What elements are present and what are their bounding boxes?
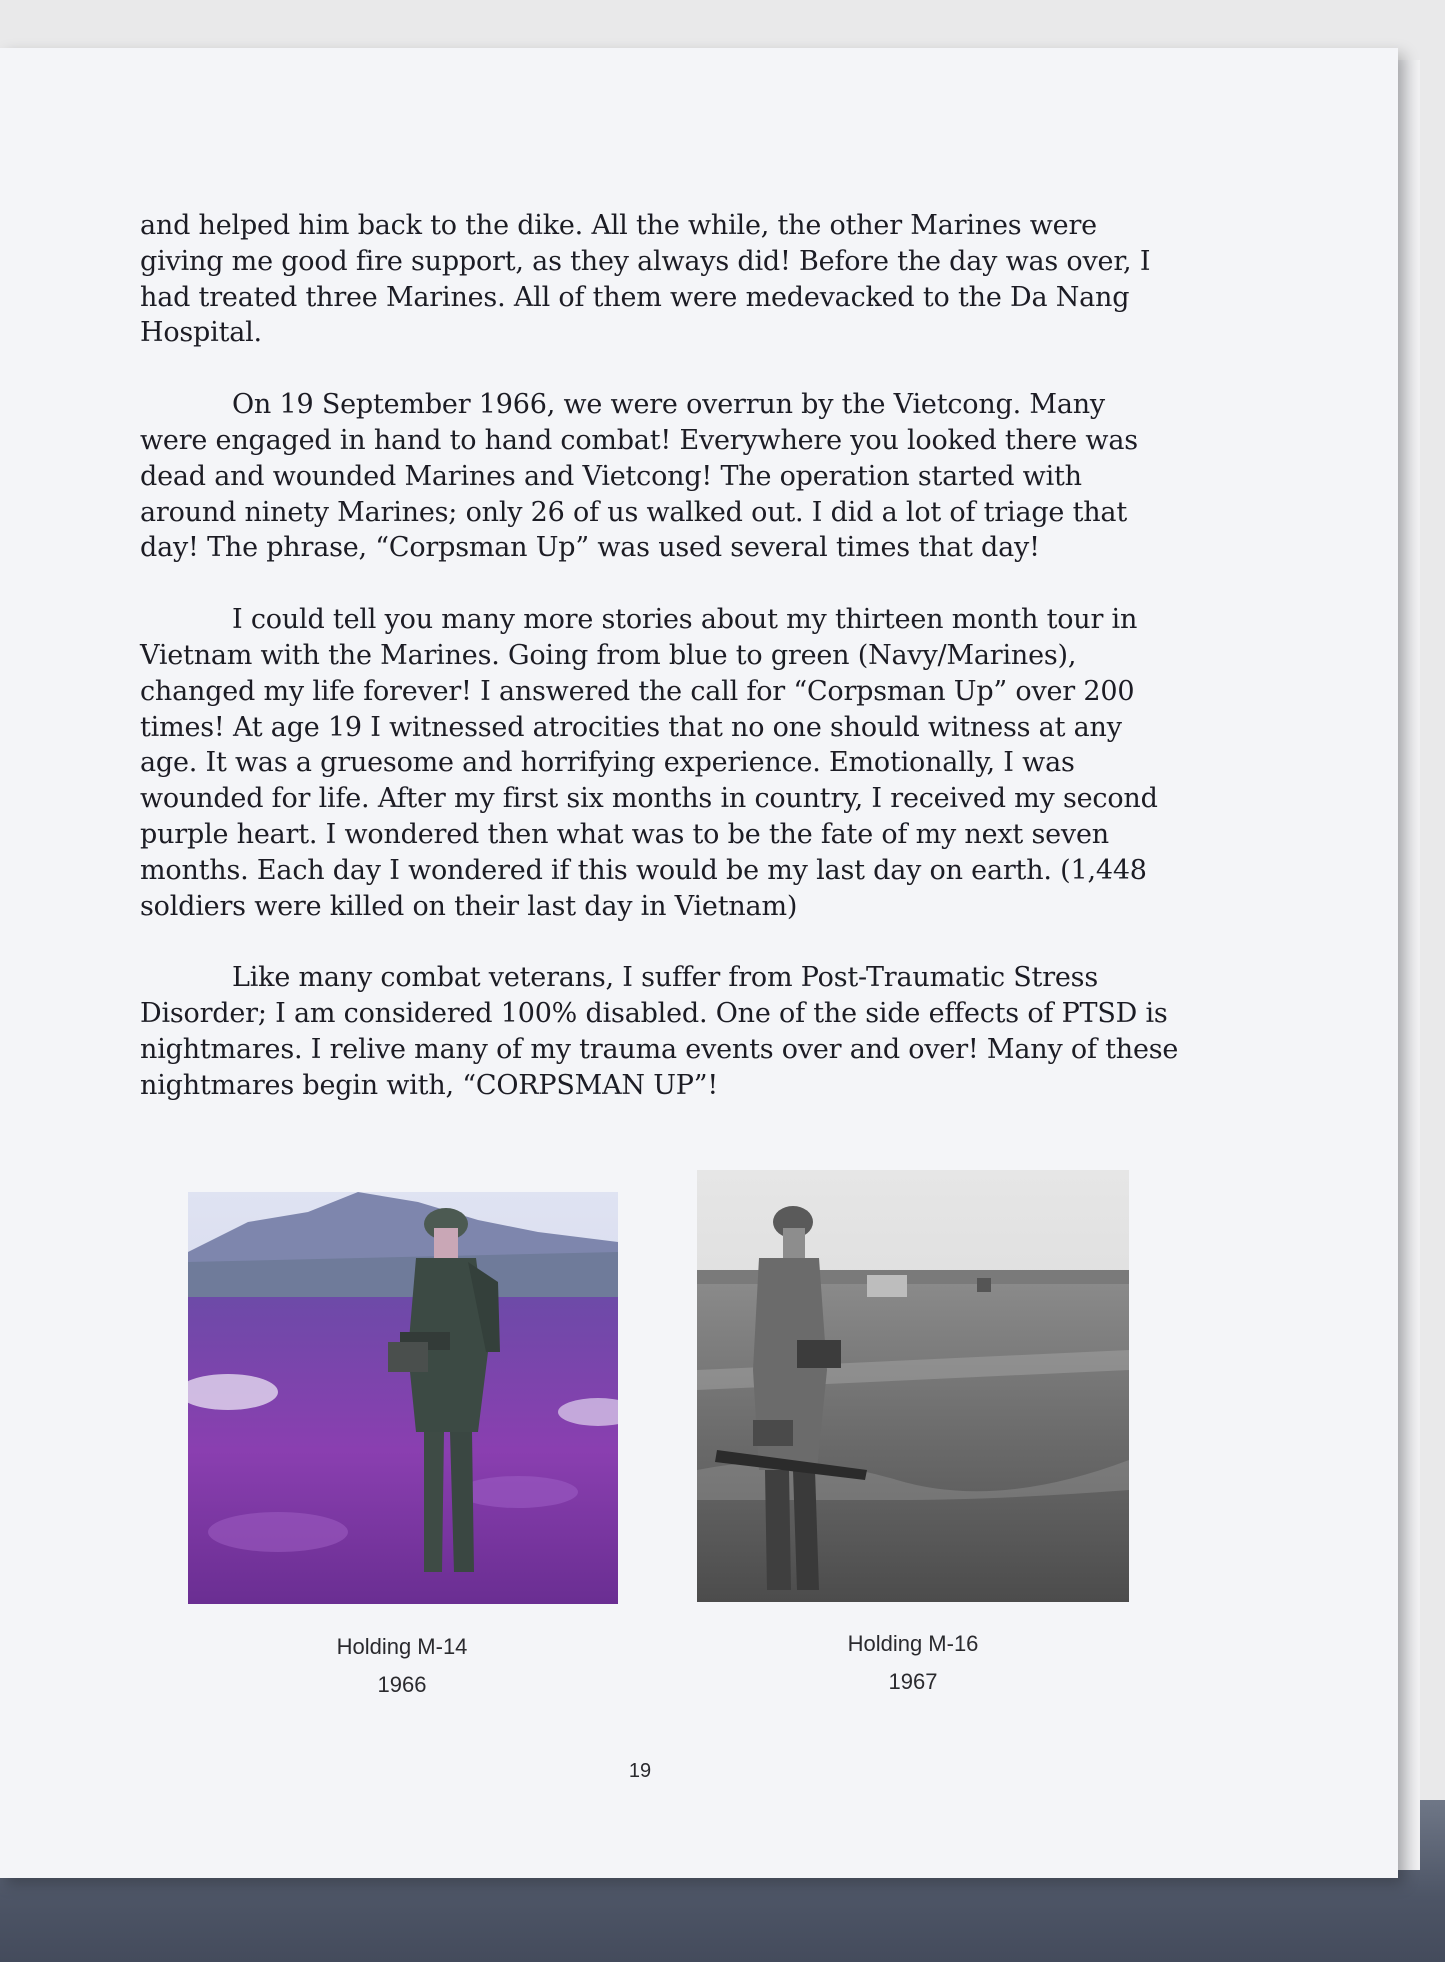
caption-2-line-1: Holding M-16 [847, 1631, 979, 1656]
photo-soldier-1966 [188, 1192, 618, 1604]
body-text [140, 208, 1180, 1140]
paragraph-4: Like many combat veterans, I suffer from Post-Traumatic Stress Disorder; I am considered 100% disabled. One of the side effects of PTSD is nightmares. I relive many of my trauma events over and over! Many of these nightmares begin with, “CORPSMAN UP”! [140, 962, 1179, 1101]
photo-soldier-1967 [697, 1170, 1129, 1602]
caption-1-line-1: Holding M-14 [336, 1634, 468, 1659]
page-number: 19 [628, 1760, 652, 1782]
caption-1-line-2: 1966 [377, 1672, 427, 1697]
photo-caption-1 [252, 1628, 552, 1704]
paragraph-2: On 19 September 1966, we were overrun by the Vietcong. Many were engaged in hand to hand combat! Everywhere you looked there was dead and wounded Marines and Vietcong! The operation started with around ninety Marines; only 26 of us walked out. I did a lot of triage that day! The phrase, “Corpsman Up” was used several times that day! [140, 389, 1138, 564]
page-edge [1398, 60, 1420, 1870]
paragraph-1: and helped him back to the dike. All the while, the other Marines were giving me good fire support, as they always did! Before the day was over, I had treated three Marines. All of them were medevacked to the Da Nang Hospital. [140, 210, 1151, 349]
photo-caption-2 [763, 1625, 1063, 1701]
paragraph-3: I could tell you many more stories about my thirteen month tour in Vietnam with the Marines. Going from blue to green (Navy/Marines), changed my life forever! I answered the call for “Corpsman Up” over 200 times! At age 19 I witnessed atrocities that no one should witness at any age. It was a gruesome and horrifying experience. Emotionally, I was wounded for life. After my first six months in country, I received my second purple heart. I wondered then what was to be the fate of my next seven months. Each day I wondered if this would be my last day on earth. (1,448 soldiers were killed on their last day in Vietnam) [140, 604, 1158, 922]
caption-2-line-2: 1967 [888, 1669, 938, 1694]
